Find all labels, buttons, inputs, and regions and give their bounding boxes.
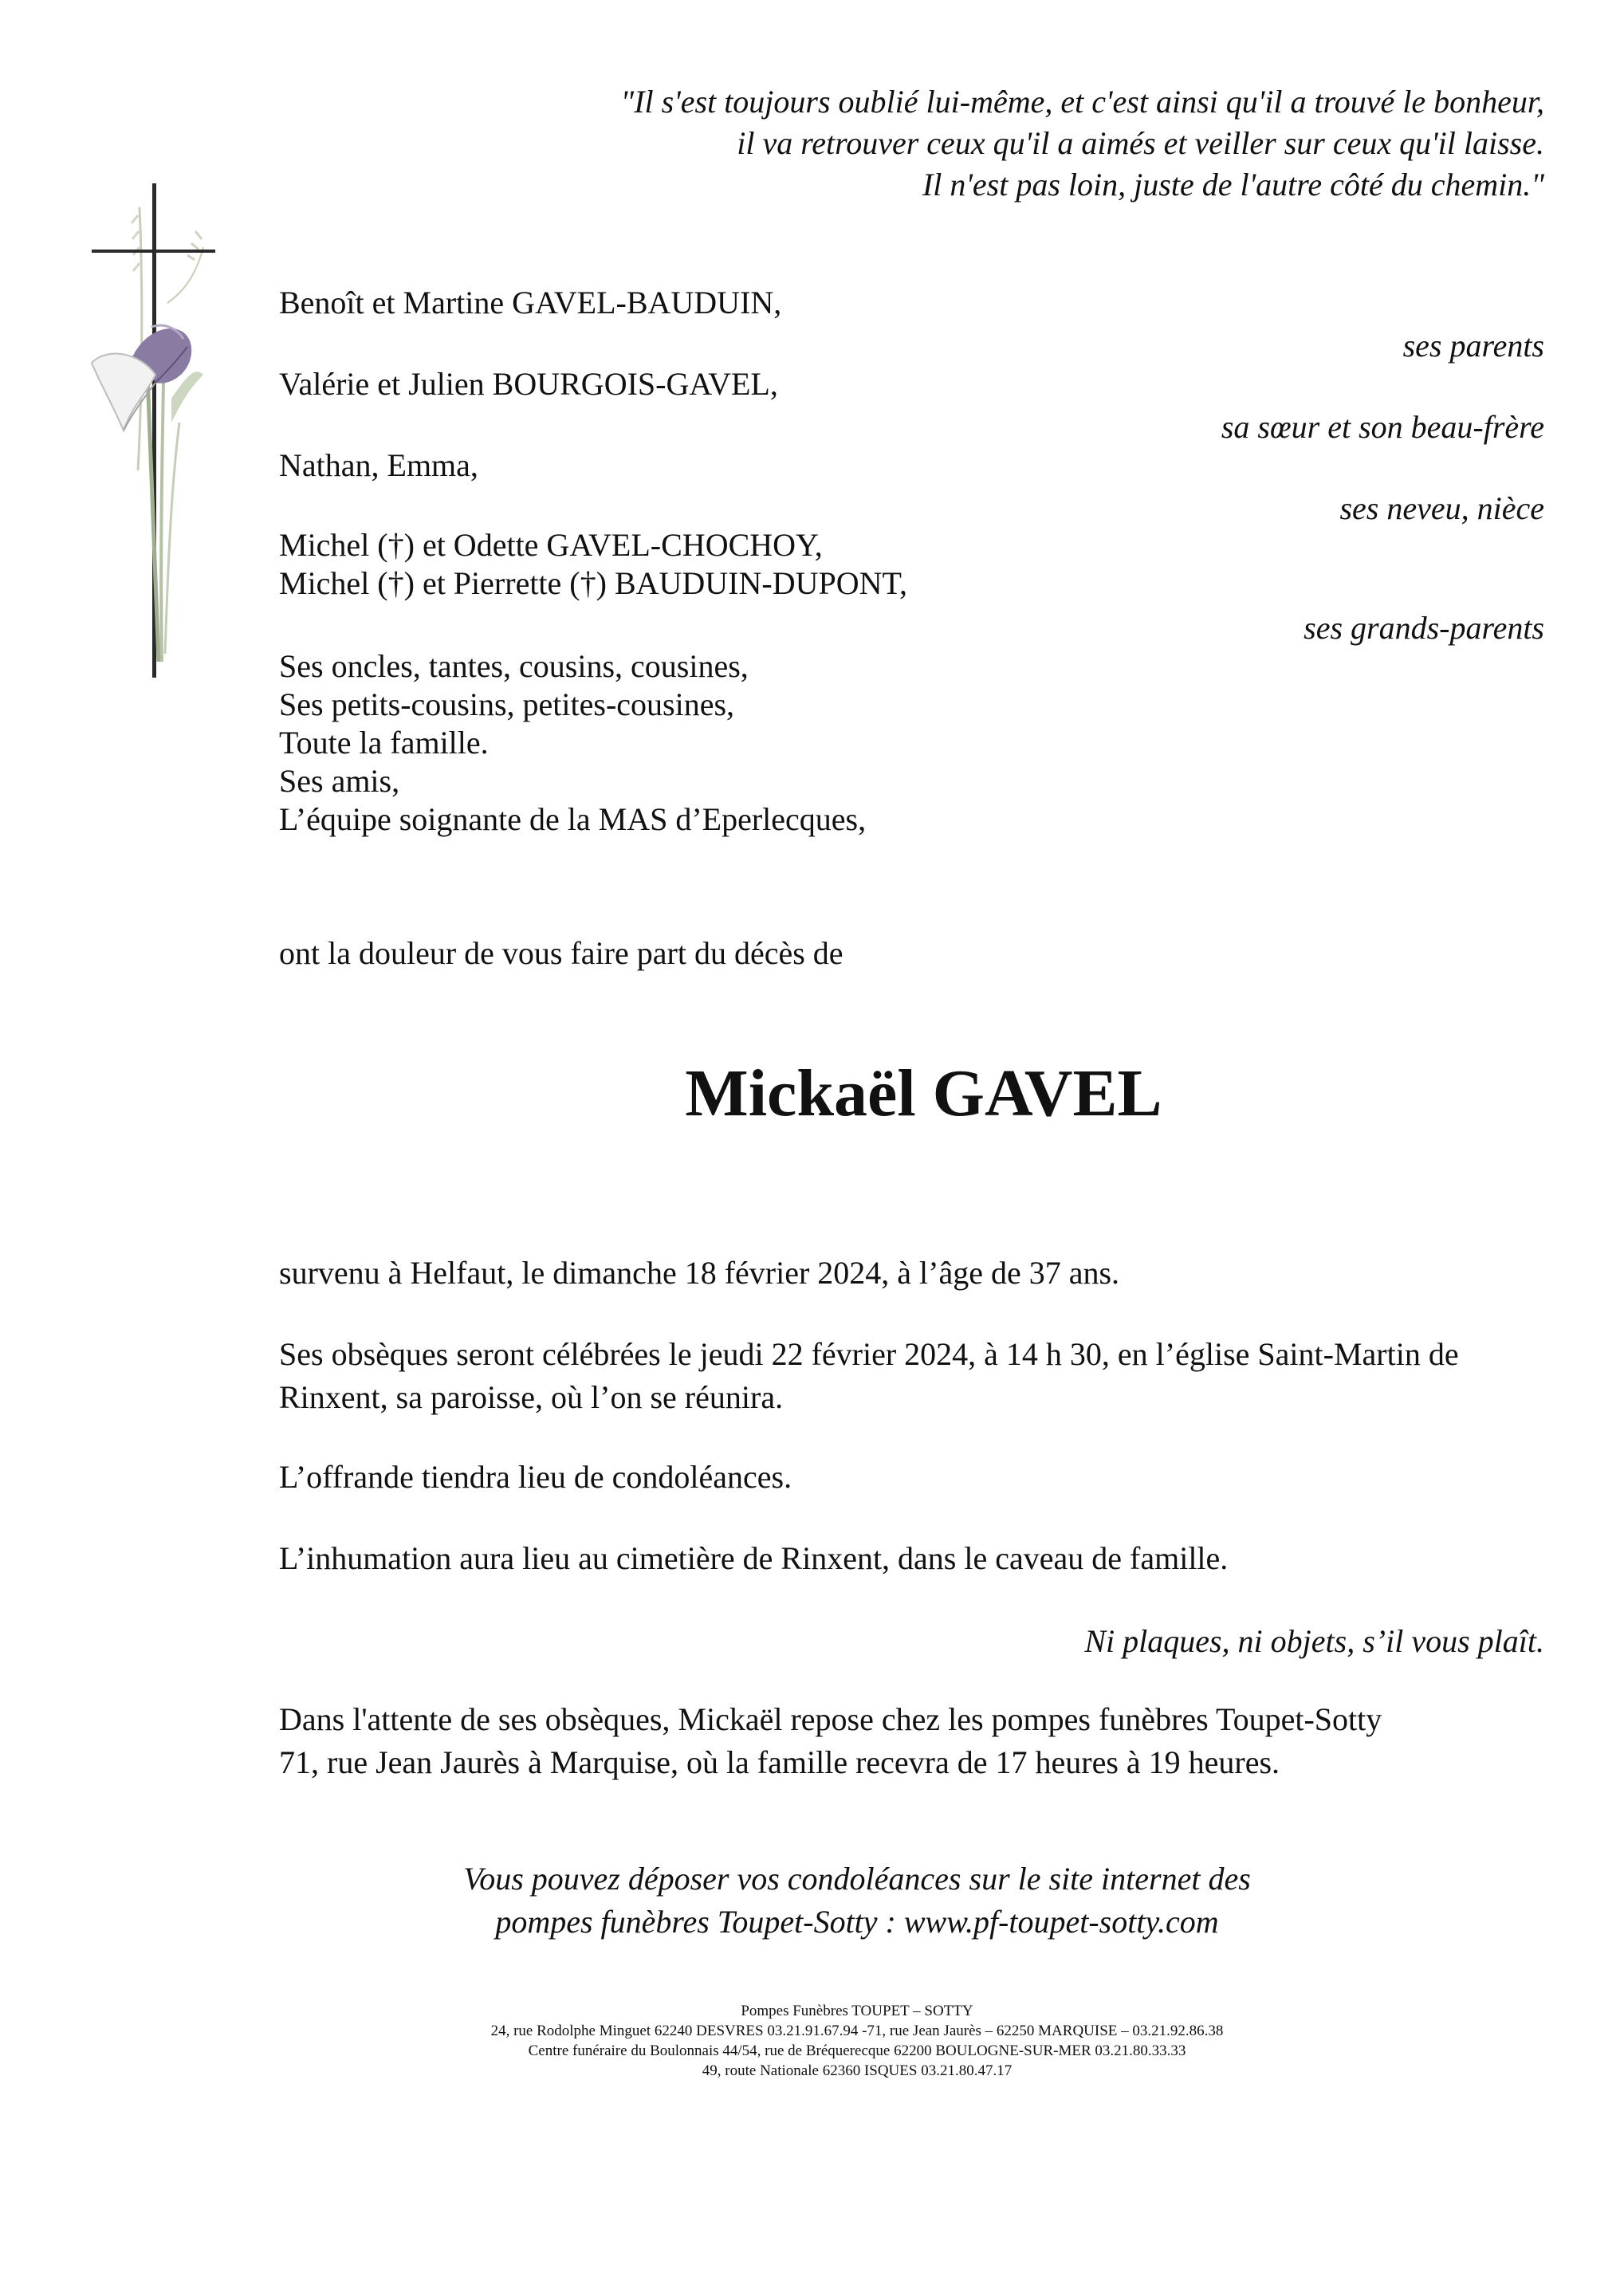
condolences-notice	[279, 1858, 1435, 1944]
family-others-line: Ses amis,	[279, 763, 400, 799]
footer-line: 49, route Nationale 62360 ISQUES 03.21.80.47.17	[702, 2062, 1013, 2079]
no-plaques-note: Ni plaques, ni objets, s’il vous plaît.	[1084, 1623, 1544, 1659]
family-others-line: Ses oncles, tantes, cousins, cousines,	[279, 648, 749, 684]
quote-line: "Il s'est toujours oublié lui-même, et c'est ainsi qu'il a trouvé le bonheur,	[620, 84, 1544, 120]
family-others-line: L’équipe soignante de la MAS d’Eperlecques,	[279, 801, 867, 837]
family-others	[279, 647, 866, 839]
family-nephews: Nathan, Emma,	[279, 447, 478, 483]
quote-line: Il n'est pas loin, juste de l'autre côté du chemin."	[922, 167, 1544, 202]
family-sister-relation: sa sœur et son beau-frère	[1221, 409, 1544, 445]
deceased-name: Mickaël GAVEL	[685, 1056, 1162, 1130]
family-grandparents-2: Michel (†) et Pierrette (†) BAUDUIN-DUPONT,	[279, 565, 907, 601]
family-grandparents-relation: ses grands-parents	[1304, 610, 1544, 646]
family-others-line: Toute la famille.	[279, 725, 489, 761]
visitation-line: Dans l'attente de ses obsèques, Mickaël repose chez les pompes funèbres Toupet-Sotty	[279, 1701, 1382, 1737]
family-others-line: Ses petits-cousins, petites-cousines,	[279, 686, 735, 722]
funeral-home-footer	[279, 2001, 1435, 2081]
visitation-details	[279, 1698, 1571, 1784]
announcement-text: ont la douleur de vous faire part du décès de	[279, 935, 843, 971]
offering-details: L’offrande tiendra lieu de condoléances.	[279, 1459, 792, 1495]
condolences-line: Vous pouvez déposer vos condoléances sur le site internet des	[463, 1861, 1251, 1897]
quote-line: il va retrouver ceux qu'il a aimés et veiller sur ceux qu'il laisse.	[737, 125, 1544, 161]
footer-line: 24, rue Rodolphe Minguet 62240 DESVRES 03.21.91.67.94 -71, rue Jean Jaurès – 62250 MARQUISE – 03.21.92.86.38	[490, 2023, 1224, 2039]
family-parents-relation: ses parents	[1402, 328, 1544, 364]
death-details: survenu à Helfaut, le dimanche 18 février 2024, à l’âge de 37 ans.	[279, 1255, 1120, 1291]
cross-with-calla-lily-icon	[76, 183, 251, 678]
condolences-line: pompes funèbres Toupet-Sotty : www.pf-toupet-sotty.com	[495, 1904, 1219, 1940]
visitation-line: 71, rue Jean Jaurès à Marquise, où la famille recevra de 17 heures à 19 heures.	[279, 1744, 1280, 1780]
family-grandparents-1: Michel (†) et Odette GAVEL-CHOCHOY,	[279, 527, 823, 563]
footer-line: Centre funéraire du Boulonnais 44/54, rue de Bréquerecque 62200 BOULOGNE-SUR-MER 03.21.80.33.33	[528, 2042, 1186, 2059]
family-parents: Benoît et Martine GAVEL-BAUDUIN,	[279, 285, 782, 320]
funeral-details: Ses obsèques seront célébrées le jeudi 22 février 2024, à 14 h 30, en l’église Saint-Martin de Rinxent, sa paroisse, où l’on se réunira.	[279, 1336, 1459, 1415]
family-nephews-relation: ses neveu, nièce	[1339, 490, 1544, 526]
epigraph-quote	[428, 81, 1544, 206]
burial-details: L’inhumation aura lieu au cimetière de Rinxent, dans le caveau de famille.	[279, 1540, 1229, 1576]
footer-line: Pompes Funèbres TOUPET – SOTTY	[741, 2003, 973, 2019]
family-sister: Valérie et Julien BOURGOIS-GAVEL,	[279, 366, 778, 402]
